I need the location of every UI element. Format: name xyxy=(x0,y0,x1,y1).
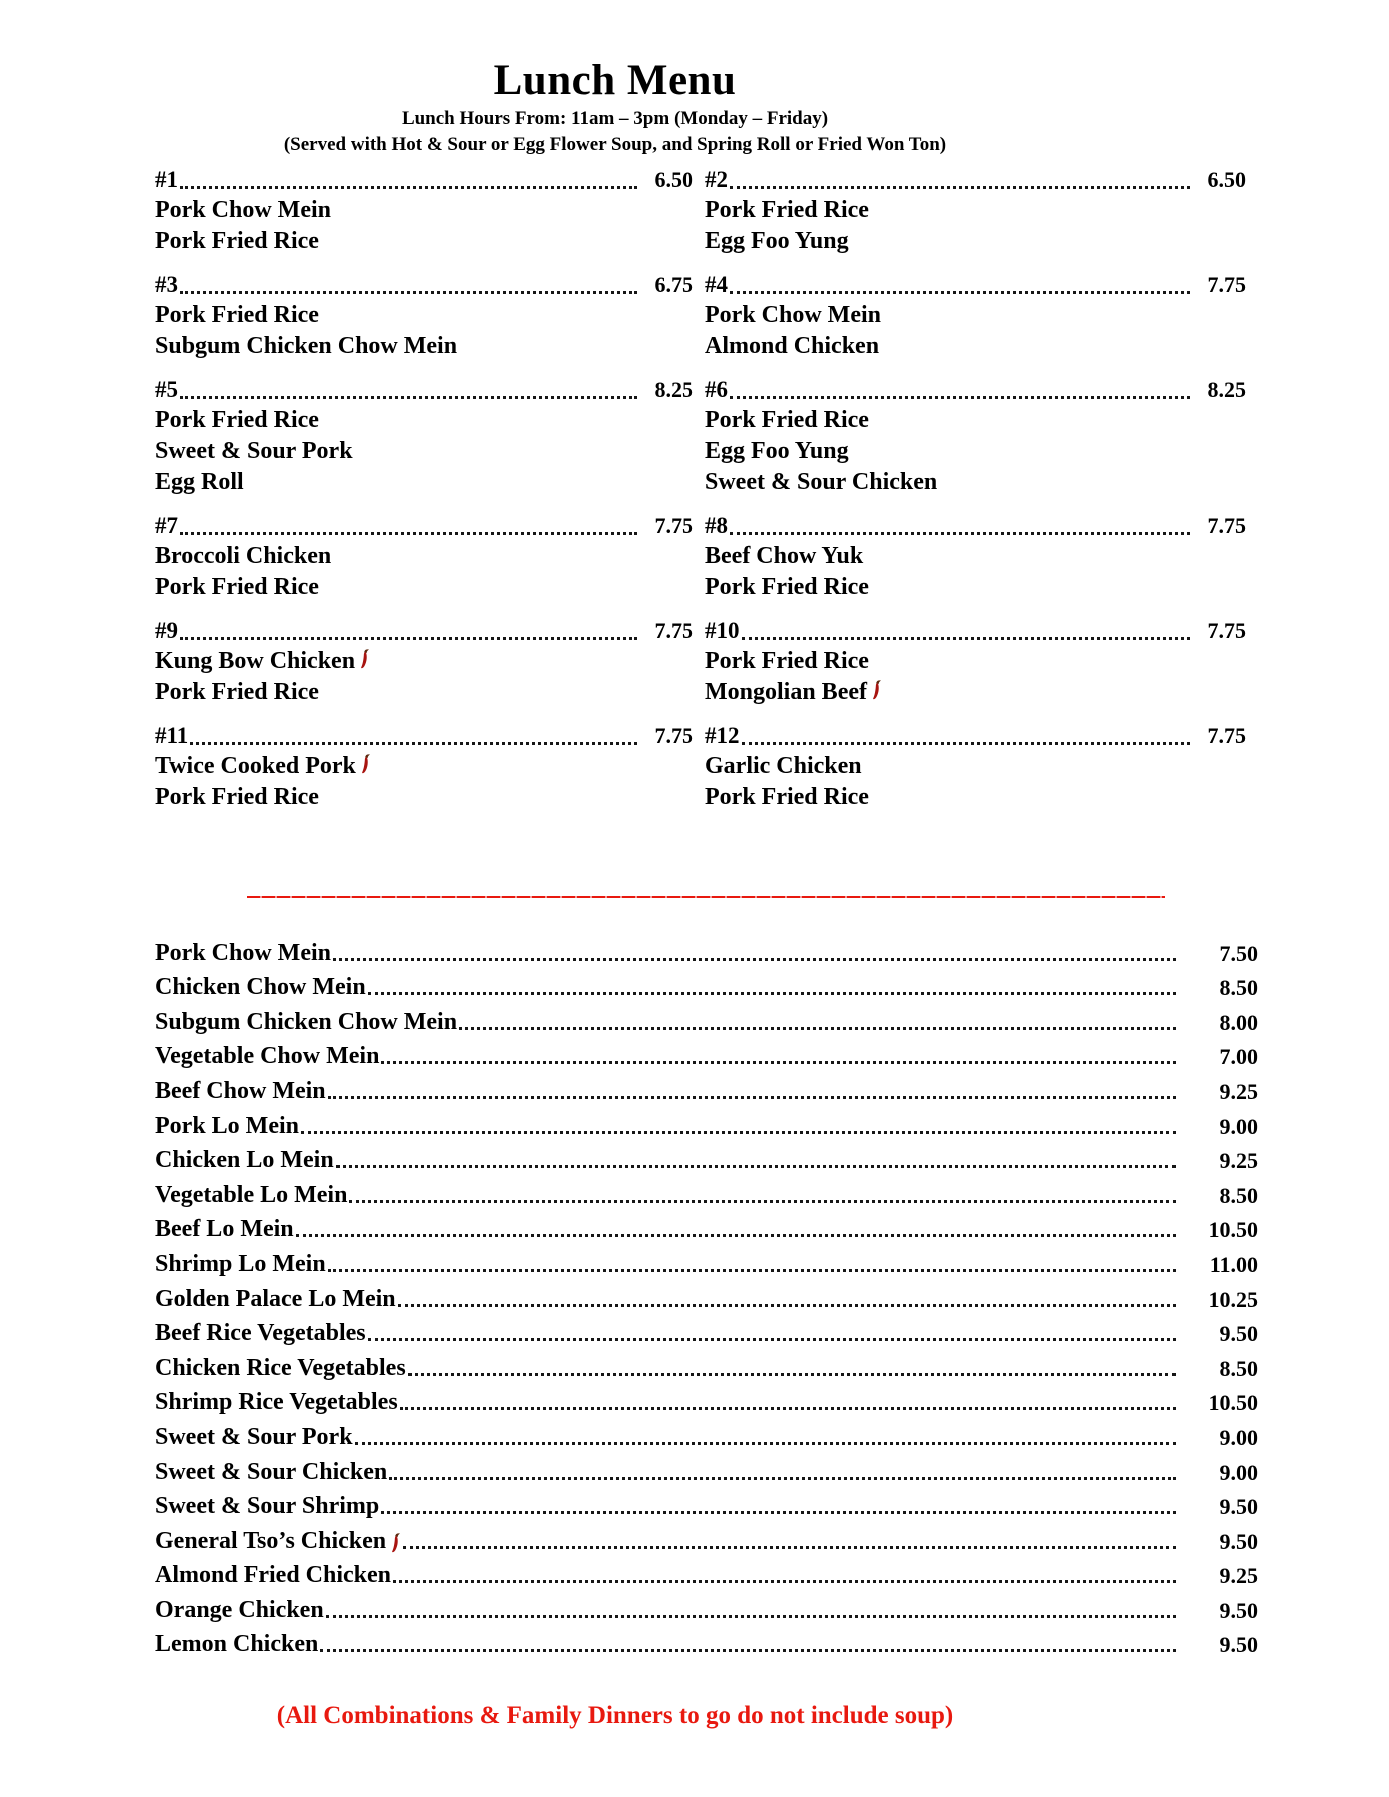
dish-price: 9.25 xyxy=(1219,1078,1258,1104)
dotted-leader xyxy=(355,1442,1176,1445)
dish-name: Vegetable Chow Mein xyxy=(155,1043,380,1070)
dish-name: Chicken Chow Mein xyxy=(155,974,366,1001)
menu-row xyxy=(155,1486,1258,1521)
dotted-leader xyxy=(328,1269,1176,1272)
combo-dish xyxy=(155,751,693,782)
dish-price: 9.50 xyxy=(1219,1632,1258,1658)
combo-number: #2 xyxy=(705,167,728,192)
combo-number: #11 xyxy=(155,723,189,748)
menu-row xyxy=(155,1070,1258,1105)
combo-dish xyxy=(705,405,1246,436)
combo-dish xyxy=(155,405,693,436)
combo-item xyxy=(705,164,1258,257)
combo-header-row xyxy=(155,374,693,405)
combo-price: 7.75 xyxy=(1207,723,1246,748)
dish-price: 7.50 xyxy=(1219,940,1258,966)
combo-dish xyxy=(705,467,1246,498)
dish-price: 9.00 xyxy=(1219,1113,1258,1139)
menu-row xyxy=(155,1313,1258,1348)
menu-row xyxy=(155,1520,1258,1555)
dish-name: Egg Foo Yung xyxy=(705,228,849,254)
combo-dish xyxy=(155,331,693,362)
combo-price: 8.25 xyxy=(1207,377,1246,402)
combo-number: #6 xyxy=(705,377,728,402)
dish-name: Pork Fried Rice xyxy=(155,302,319,328)
dotted-leader xyxy=(328,1096,1176,1099)
dotted-leader xyxy=(400,1407,1176,1410)
combo-dish xyxy=(155,677,693,708)
combo-price: 7.75 xyxy=(654,513,693,538)
dotted-leader xyxy=(368,1338,1176,1341)
combo-dish xyxy=(155,572,693,603)
menu-row xyxy=(155,967,1258,1002)
dotted-leader xyxy=(349,1200,1176,1203)
combo-header-row xyxy=(155,164,693,195)
dish-name: General Tso’s Chicken xyxy=(155,1527,387,1554)
menu-row xyxy=(155,1209,1258,1244)
combo-header-row xyxy=(705,374,1246,405)
dish-name: Egg Foo Yung xyxy=(705,438,849,464)
combo-price: 8.25 xyxy=(654,377,693,402)
dotted-leader xyxy=(408,1373,1176,1376)
combo-item xyxy=(705,510,1258,603)
combo-dish xyxy=(155,467,693,498)
dish-name: Pork Lo Mein xyxy=(155,1112,299,1139)
dish-name: Orange Chicken xyxy=(155,1596,324,1623)
page-title: Lunch Menu xyxy=(493,57,737,104)
menu-row xyxy=(155,1001,1258,1036)
dish-name: Pork Fried Rice xyxy=(705,407,869,433)
dish-name: Shrimp Rice Vegetables xyxy=(155,1389,398,1416)
dish-name: Vegetable Lo Mein xyxy=(155,1181,348,1208)
combo-price: 6.75 xyxy=(654,272,693,297)
menu-row xyxy=(155,1140,1258,1175)
dish-price: 8.00 xyxy=(1219,1009,1258,1035)
combo-header-row xyxy=(155,720,693,751)
dish-price: 10.50 xyxy=(1208,1390,1258,1416)
dish-price: 10.50 xyxy=(1208,1217,1258,1243)
dotted-leader xyxy=(730,396,1190,399)
dotted-leader xyxy=(180,637,637,640)
combo-number: #8 xyxy=(705,513,728,538)
dish-price: 9.25 xyxy=(1219,1148,1258,1174)
combo-number: #10 xyxy=(705,618,740,643)
dish-name: Mongolian Beef xyxy=(705,679,867,705)
combo-section xyxy=(155,164,1258,813)
dotted-leader xyxy=(180,532,637,535)
menu-row xyxy=(155,1451,1258,1486)
served-with-note: (Served with Hot & Sour or Egg Flower Soup, and Spring Roll or Fried Won Ton) xyxy=(283,134,947,155)
dotted-leader xyxy=(381,1061,1176,1064)
combo-dish xyxy=(705,782,1246,813)
combo-item xyxy=(155,269,705,362)
dotted-leader xyxy=(180,396,637,399)
dotted-leader xyxy=(336,1165,1176,1168)
dish-name: Pork Fried Rice xyxy=(155,228,319,254)
dish-price: 8.50 xyxy=(1219,975,1258,1001)
combo-header-row xyxy=(705,615,1246,646)
dotted-leader xyxy=(459,1027,1176,1030)
dish-price: 8.50 xyxy=(1219,1355,1258,1381)
combo-item xyxy=(705,269,1258,362)
menu-row xyxy=(155,1416,1258,1451)
dish-name: Kung Bow Chicken xyxy=(155,648,356,674)
dotted-leader xyxy=(180,291,637,294)
dish-price: 11.00 xyxy=(1209,1251,1258,1277)
combo-item xyxy=(155,510,705,603)
menu-row xyxy=(155,1278,1258,1313)
dish-price: 9.00 xyxy=(1219,1459,1258,1485)
combo-dish xyxy=(705,226,1246,257)
combo-dish xyxy=(155,300,693,331)
combo-dish xyxy=(705,541,1246,572)
dish-name: Broccoli Chicken xyxy=(155,543,332,569)
dotted-leader xyxy=(333,958,1176,961)
combo-price: 7.75 xyxy=(654,618,693,643)
dotted-leader xyxy=(730,291,1190,294)
dish-name: Beef Chow Yuk xyxy=(705,543,864,569)
combo-item xyxy=(705,720,1258,813)
dish-name: Sweet & Sour Shrimp xyxy=(155,1493,380,1520)
menu-row xyxy=(155,1105,1258,1140)
combo-item xyxy=(155,720,705,813)
dish-price: 9.50 xyxy=(1219,1597,1258,1623)
menu-row xyxy=(155,1624,1258,1659)
dish-name: Sweet & Sour Pork xyxy=(155,1423,353,1450)
combo-number: #3 xyxy=(155,272,178,297)
dish-name: Pork Chow Mein xyxy=(155,197,331,223)
dish-name: Twice Cooked Pork xyxy=(155,753,356,779)
dish-name: Sweet & Sour Pork xyxy=(155,438,353,464)
combo-header-row xyxy=(705,164,1246,195)
section-separator xyxy=(247,896,1165,898)
combo-item xyxy=(155,164,705,257)
menu-row xyxy=(155,1347,1258,1382)
dish-price: 9.25 xyxy=(1219,1563,1258,1589)
dish-name: Pork Fried Rice xyxy=(705,197,869,223)
lunch-hours-text: Lunch Hours From: 11am – 3pm (Monday – Friday) xyxy=(401,108,829,129)
combo-number: #7 xyxy=(155,513,178,538)
combo-header-row xyxy=(705,510,1246,541)
combo-number: #9 xyxy=(155,618,178,643)
dish-name: Subgum Chicken Chow Mein xyxy=(155,1008,458,1035)
combo-price: 7.75 xyxy=(654,723,693,748)
dotted-leader xyxy=(190,742,637,745)
combo-dish xyxy=(705,300,1246,331)
combo-number: #12 xyxy=(705,723,740,748)
dotted-leader xyxy=(320,1649,1176,1652)
dish-name: Beef Rice Vegetables xyxy=(155,1320,366,1347)
combo-item xyxy=(705,374,1258,498)
combo-header-row xyxy=(155,510,693,541)
combo-number: #5 xyxy=(155,377,178,402)
dish-name: Chicken Lo Mein xyxy=(155,1147,334,1174)
dotted-leader xyxy=(398,1304,1176,1307)
dish-name: Pork Fried Rice xyxy=(705,648,869,674)
dish-name: Sweet & Sour Chicken xyxy=(155,1458,388,1485)
dotted-leader xyxy=(730,186,1190,189)
menu-row xyxy=(155,1243,1258,1278)
combo-header-row xyxy=(155,615,693,646)
dish-name: Beef Lo Mein xyxy=(155,1216,294,1243)
dotted-leader xyxy=(742,637,1191,640)
dish-name: Pork Chow Mein xyxy=(155,939,331,966)
dotted-leader xyxy=(742,742,1191,745)
dish-price: 9.50 xyxy=(1219,1528,1258,1554)
dish-name: Chicken Rice Vegetables xyxy=(155,1354,406,1381)
combo-price: 6.50 xyxy=(654,167,693,192)
combo-number: #4 xyxy=(705,272,728,297)
combo-dish xyxy=(155,782,693,813)
dotted-leader xyxy=(180,186,637,189)
dish-price: 8.50 xyxy=(1219,1182,1258,1208)
dish-name: Pork Fried Rice xyxy=(155,574,319,600)
combo-header-row xyxy=(155,269,693,300)
dish-name: Pork Chow Mein xyxy=(705,302,881,328)
combo-header-row xyxy=(705,269,1246,300)
dish-name: Sweet & Sour Chicken xyxy=(705,469,938,495)
combo-dish xyxy=(155,195,693,226)
combo-dish xyxy=(705,572,1246,603)
combo-item xyxy=(155,374,705,498)
dish-price: 10.25 xyxy=(1208,1286,1258,1312)
combo-dish xyxy=(705,436,1246,467)
chili-pepper-icon xyxy=(389,1533,401,1555)
dish-price: 9.50 xyxy=(1219,1321,1258,1347)
dotted-leader xyxy=(301,1131,1176,1134)
menu-row xyxy=(155,1555,1258,1590)
dish-price: 7.00 xyxy=(1219,1044,1258,1070)
chili-pepper-icon xyxy=(870,680,882,702)
dish-name: Shrimp Lo Mein xyxy=(155,1250,326,1277)
dotted-leader xyxy=(389,1477,1176,1480)
dish-name: Egg Roll xyxy=(155,469,244,495)
menu-row xyxy=(155,1382,1258,1417)
dotted-leader xyxy=(393,1580,1176,1583)
combo-dish xyxy=(155,541,693,572)
combo-price: 7.75 xyxy=(1207,272,1246,297)
combo-dish xyxy=(705,677,1246,708)
combo-header-row xyxy=(705,720,1246,751)
dish-name: Pork Fried Rice xyxy=(705,574,869,600)
combo-item xyxy=(155,615,705,708)
menu-content xyxy=(155,164,1258,1658)
dish-name: Golden Palace Lo Mein xyxy=(155,1285,396,1312)
combo-number: #1 xyxy=(155,167,178,192)
dish-price: 9.50 xyxy=(1219,1494,1258,1520)
chili-pepper-icon xyxy=(359,754,371,776)
menu-row xyxy=(155,1036,1258,1071)
dotted-leader xyxy=(403,1546,1176,1549)
chili-pepper-icon xyxy=(358,649,370,671)
combo-price: 7.75 xyxy=(1207,513,1246,538)
dish-name: Pork Fried Rice xyxy=(155,784,319,810)
footer-note: (All Combinations & Family Dinners to go do not include soup) xyxy=(276,1702,954,1730)
dish-name: Garlic Chicken xyxy=(705,753,862,779)
combo-dish xyxy=(155,646,693,677)
dish-name: Beef Chow Mein xyxy=(155,1077,326,1104)
dotted-leader xyxy=(296,1234,1176,1237)
menu-row xyxy=(155,932,1258,967)
dish-name: Subgum Chicken Chow Mein xyxy=(155,333,458,359)
menu-row xyxy=(155,1589,1258,1624)
dish-price: 9.00 xyxy=(1219,1424,1258,1450)
dish-name: Almond Chicken xyxy=(705,333,880,359)
combo-item xyxy=(705,615,1258,708)
dish-name: Lemon Chicken xyxy=(155,1631,319,1658)
dish-name: Pork Fried Rice xyxy=(155,679,319,705)
dish-name: Almond Fried Chicken xyxy=(155,1562,392,1589)
dotted-leader xyxy=(730,532,1190,535)
combo-dish xyxy=(705,646,1246,677)
combo-dish xyxy=(705,751,1246,782)
combo-dish xyxy=(155,436,693,467)
dotted-leader xyxy=(326,1615,1176,1618)
dotted-leader xyxy=(368,992,1176,995)
combo-price: 6.50 xyxy=(1207,167,1246,192)
dotted-leader xyxy=(381,1511,1176,1514)
dish-name: Pork Fried Rice xyxy=(705,784,869,810)
dish-name: Pork Fried Rice xyxy=(155,407,319,433)
combo-dish xyxy=(705,195,1246,226)
menu-header xyxy=(0,0,1230,158)
combo-price: 7.75 xyxy=(1207,618,1246,643)
combo-dish xyxy=(705,331,1246,362)
a-la-carte-section xyxy=(155,932,1258,1658)
combo-dish xyxy=(155,226,693,257)
menu-row xyxy=(155,1174,1258,1209)
